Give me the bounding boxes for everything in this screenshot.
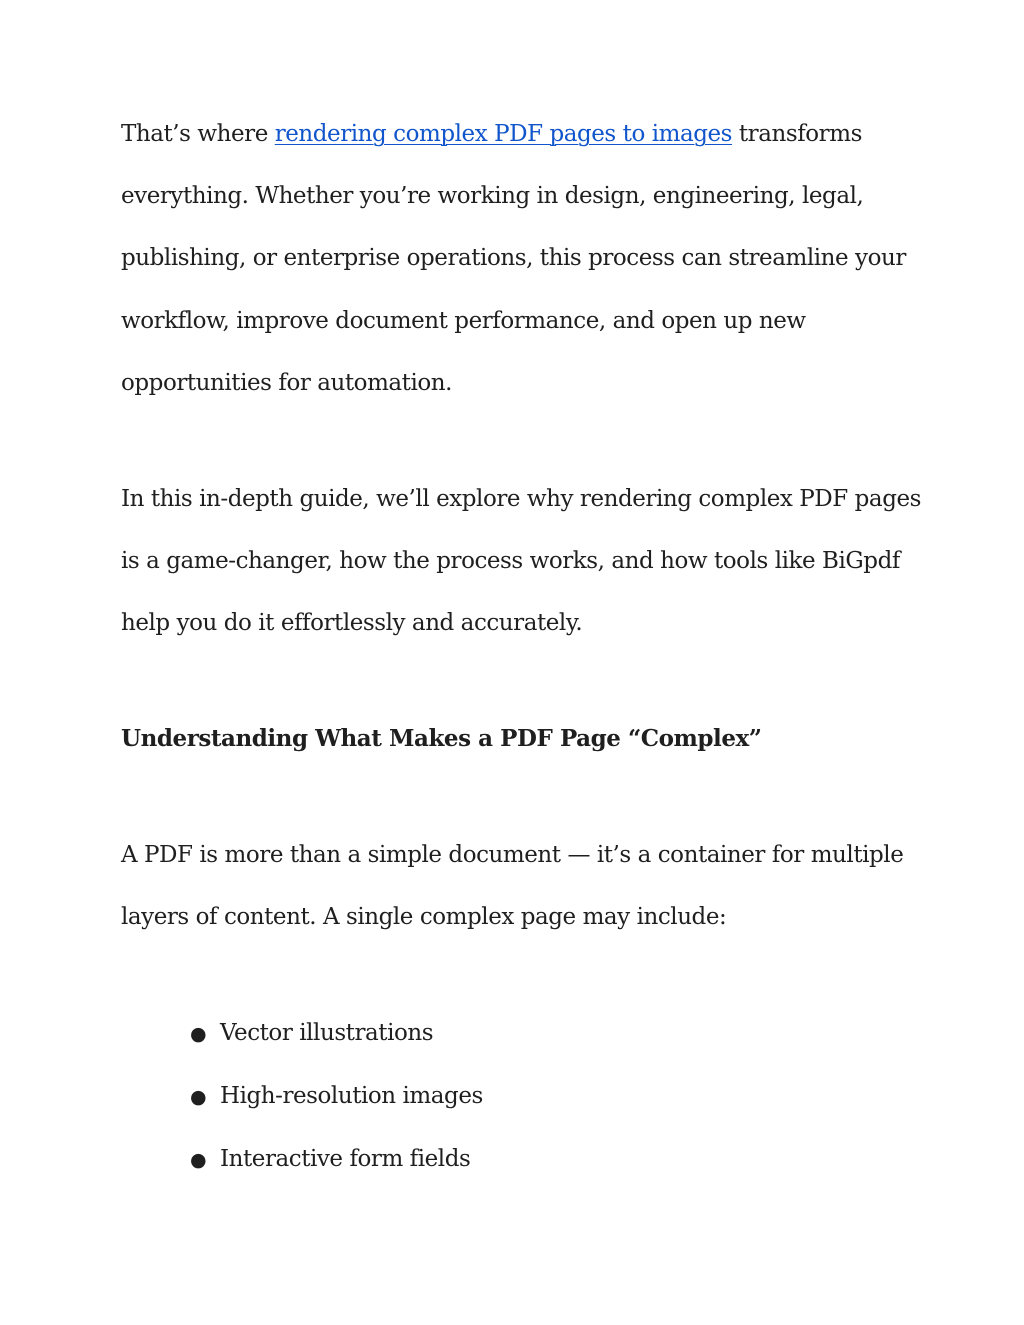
paragraph-1-line-1 (121, 119, 862, 149)
list-item (190, 1018, 433, 1049)
paragraph-1-line-3: publishing, or enterprise operations, this process can streamline your (121, 245, 906, 271)
paragraph-1-line-2: everything. Whether you’re working in design, engineering, legal, (121, 183, 864, 209)
list-item-text: Vector illustrations (220, 1020, 434, 1046)
paragraph-3-line-2: layers of content. A single complex page may include: (121, 904, 727, 930)
list-item (190, 1081, 483, 1112)
list-item-text: High-resolution images (220, 1083, 483, 1109)
bullet-icon: ● (190, 1086, 207, 1108)
list-item (190, 1144, 470, 1175)
paragraph-1-line-4: workflow, improve document performance, and open up new (121, 308, 806, 334)
section-heading: Understanding What Makes a PDF Page “Complex” (121, 725, 762, 752)
bullet-icon: ● (190, 1149, 207, 1171)
paragraph-1-trail-text: transforms (732, 121, 862, 147)
paragraph-3-line-1: A PDF is more than a simple document — it’s a container for multiple (121, 842, 904, 868)
paragraph-1-line-5: opportunities for automation. (121, 370, 453, 396)
list-item-text: Interactive form fields (220, 1146, 471, 1172)
bullet-icon: ● (190, 1023, 207, 1045)
paragraph-2-line-1: In this in-depth guide, we’ll explore why rendering complex PDF pages (121, 486, 921, 512)
paragraph-2-line-2: is a game-changer, how the process works, and how tools like BiGpdf (121, 548, 900, 574)
paragraph-1-lead-text: That’s where (121, 121, 275, 147)
rendering-pdf-link[interactable]: rendering complex PDF pages to images (274, 121, 733, 147)
paragraph-2-line-3: help you do it effortlessly and accurately. (121, 610, 583, 636)
